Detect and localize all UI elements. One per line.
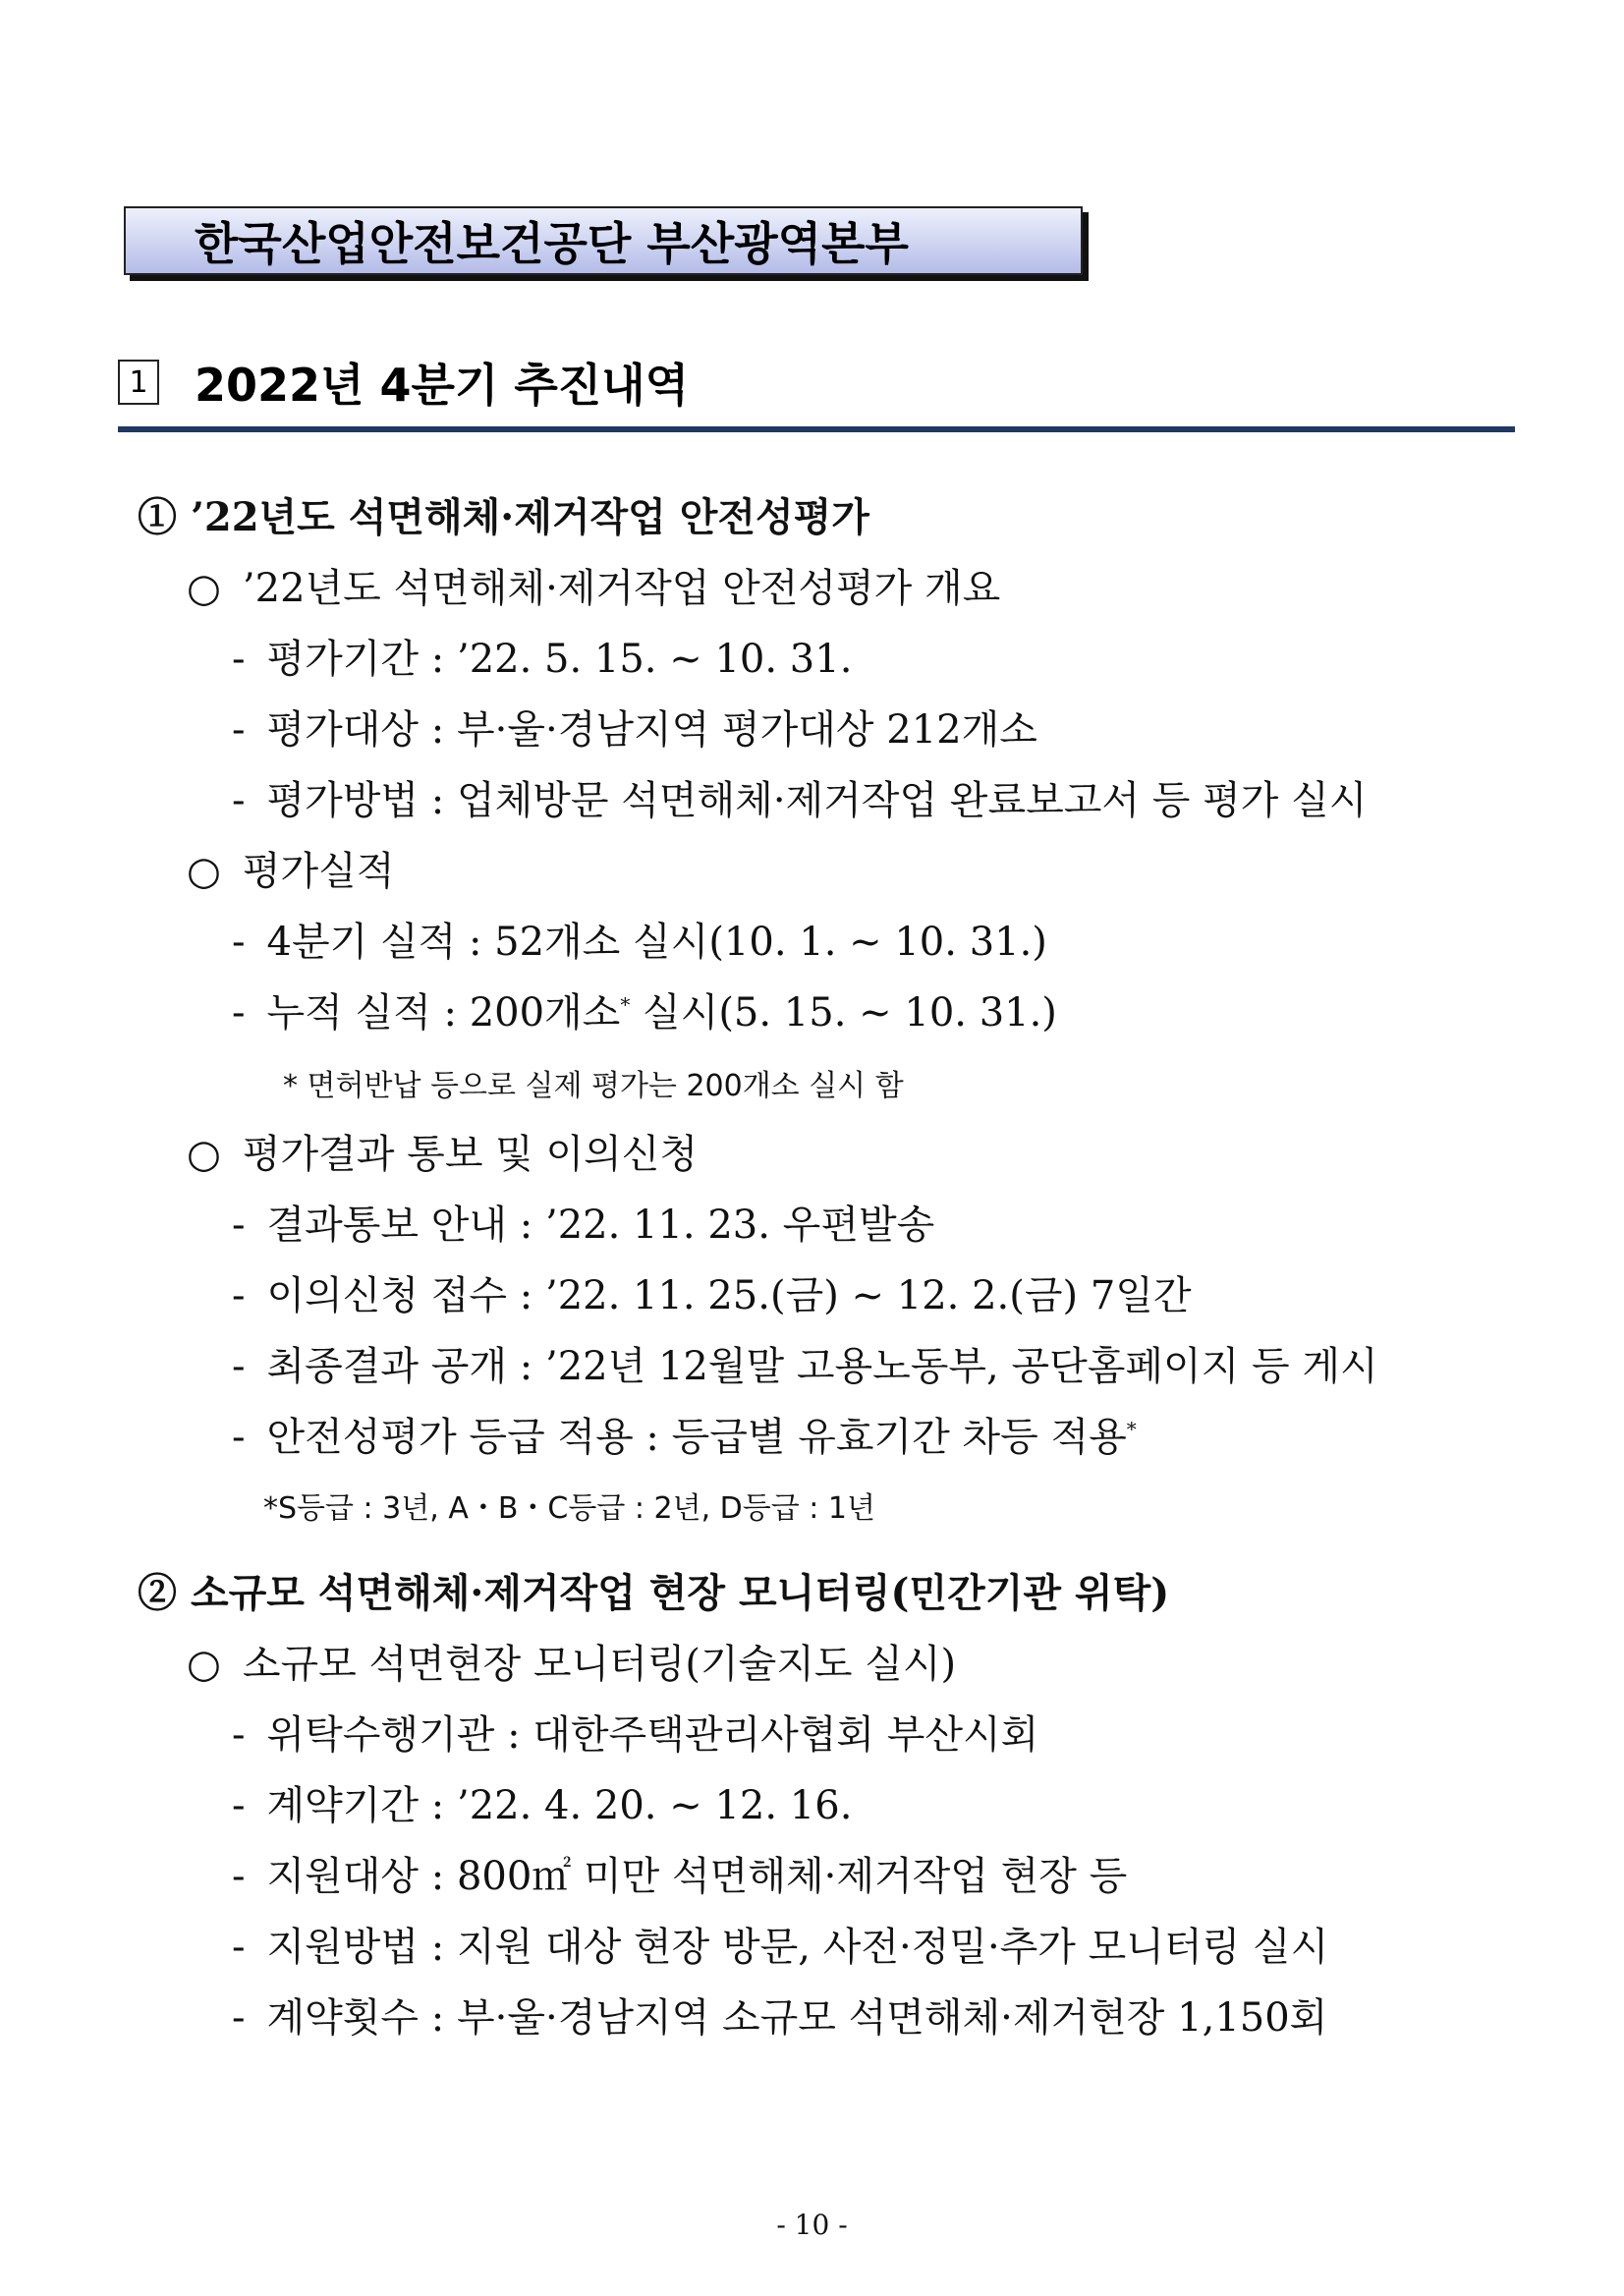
item-heading [138, 486, 869, 542]
list-item [232, 1194, 934, 1250]
dash-bullet: - [232, 990, 246, 1036]
list-item [232, 911, 1047, 967]
list-item-text: 누적 실적 : 200개소 [266, 990, 621, 1036]
list-item-text: 최종결과 공개 : ’22년 12월말 고용노동부, 공단홈페이지 등 게시 [266, 1344, 1378, 1389]
footnote-marker: * [620, 992, 631, 1017]
item-title: ’22년도 석면해체·제거작업 안전성평가 [190, 494, 869, 540]
dash-bullet: - [232, 778, 246, 823]
list-item-text: 안전성평가 등급 적용 : 등급별 유효기간 차등 적용 [266, 1415, 1127, 1460]
dash-bullet: - [232, 1415, 246, 1460]
group-heading [187, 557, 1000, 613]
page-number: - 10 - [776, 2209, 848, 2241]
item-heading [138, 1562, 1169, 1618]
footnote: * 면허반납 등으로 실제 평가는 200개소 실시 함 [283, 1069, 904, 1103]
list-item-text: 평가방법 : 업체방문 석면해체·제거작업 완료보고서 등 평가 실시 [266, 778, 1368, 823]
footnote-marker: * [1126, 1417, 1137, 1441]
list-item-text: 4분기 실적 : 52개소 실시(10. 1. ~ 10. 31.) [266, 920, 1047, 965]
circle-bullet: ○ [187, 849, 221, 894]
group-title: 평가실적 [242, 849, 395, 894]
circle-bullet: ○ [187, 566, 221, 611]
footnote: *S등급 : 3년, A・B・C등급 : 2년, D등급 : 1년 [263, 1491, 875, 1526]
item-number: ① [138, 494, 177, 540]
group-heading [187, 1633, 956, 1689]
group-title: 평가결과 통보 및 이의신청 [242, 1132, 699, 1177]
section-title: 2022년 4분기 추진내역 [195, 359, 690, 412]
list-item [232, 1987, 1327, 2043]
list-item [232, 769, 1367, 825]
dash-bullet: - [232, 707, 246, 753]
group-heading [187, 840, 394, 896]
dash-bullet: - [232, 920, 246, 965]
org-title: 한국산업안전보건공단 부산광역본부 [195, 217, 909, 270]
dash-bullet: - [232, 1712, 246, 1758]
list-item-text: 평가대상 : 부·울·경남지역 평가대상 212개소 [266, 707, 1037, 753]
circle-bullet: ○ [187, 1642, 221, 1687]
section-number: 1 [118, 360, 159, 405]
group-heading [187, 1123, 698, 1179]
group-title: 소규모 석면현장 모니터링(기술지도 실시) [242, 1642, 957, 1687]
dash-bullet: - [232, 1925, 246, 1970]
list-item [232, 981, 1057, 1037]
list-item [232, 699, 1037, 755]
dash-bullet: - [232, 1995, 246, 2041]
list-item-text: 계약횟수 : 부·울·경남지역 소규모 석면해체·제거현장 1,150회 [266, 1995, 1328, 2041]
dash-bullet: - [232, 1854, 246, 1899]
dash-bullet: - [232, 637, 246, 682]
dash-bullet: - [232, 1273, 246, 1318]
item-number: ② [138, 1570, 177, 1616]
item-title: 소규모 석면해체·제거작업 현장 모니터링(민간기관 위탁) [190, 1570, 1170, 1616]
section-heading [118, 349, 689, 416]
dash-bullet: - [232, 1344, 246, 1389]
list-item [232, 1774, 852, 1830]
list-item-text: 계약기간 : ’22. 4. 20. ~ 12. 16. [266, 1783, 853, 1828]
list-item-text: 결과통보 안내 : ’22. 11. 23. 우편발송 [266, 1203, 935, 1248]
dash-bullet: - [232, 1203, 246, 1248]
org-title-box [124, 206, 1083, 275]
dash-bullet: - [232, 1783, 246, 1828]
list-item [232, 1335, 1378, 1391]
list-item-text: 지원방법 : 지원 대상 현장 방문, 사전·정밀·추가 모니터링 실시 [266, 1925, 1329, 1970]
list-item [232, 1406, 1137, 1462]
circle-bullet: ○ [187, 1132, 221, 1177]
list-item-text: 실시(5. 15. ~ 10. 31.) [630, 990, 1057, 1036]
list-item [232, 1704, 1038, 1760]
list-item-text: 위탁수행기관 : 대한주택관리사협회 부산시회 [266, 1712, 1039, 1758]
list-item [232, 628, 852, 684]
list-item-text: 이의신청 접수 : ’22. 11. 25.(금) ~ 12. 2.(금) 7일간 [266, 1273, 1192, 1318]
section-rule [118, 426, 1515, 432]
list-item-text: 평가기간 : ’22. 5. 15. ~ 10. 31. [266, 637, 853, 682]
group-title: ’22년도 석면해체·제거작업 안전성평가 개요 [242, 566, 1001, 611]
list-item [232, 1916, 1328, 1972]
list-item-text: 지원대상 : 800㎡ 미만 석면해체·제거작업 현장 등 [266, 1854, 1128, 1899]
list-item [232, 1845, 1127, 1901]
list-item [232, 1264, 1192, 1320]
